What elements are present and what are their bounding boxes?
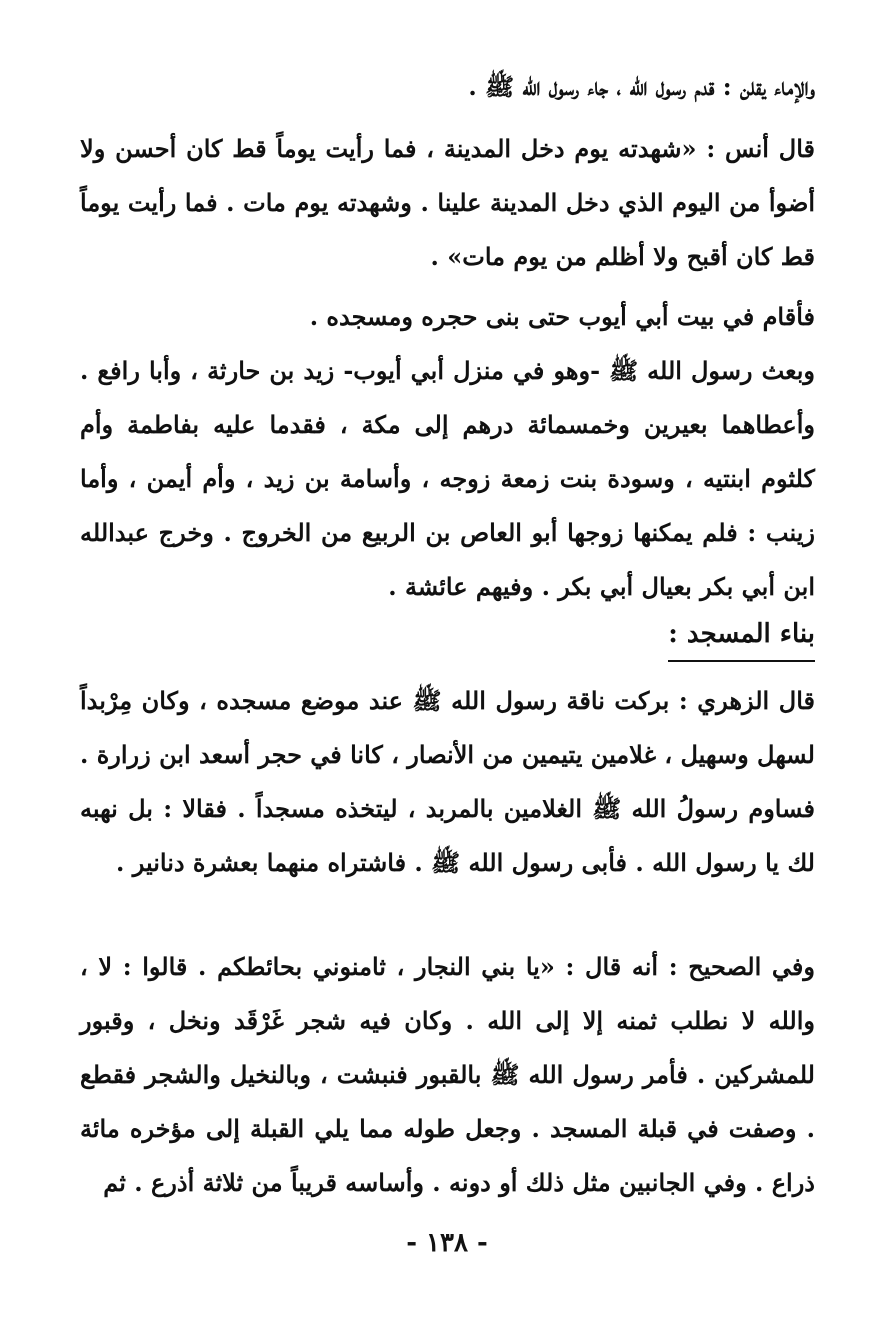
paragraph-5 <box>80 674 815 890</box>
paragraph-2 <box>80 122 815 284</box>
paragraph-4 <box>80 344 815 614</box>
paragraph-3-text: فأقام في بيت أبي أيوب حتى بنى حجره ومسجده . <box>309 302 815 331</box>
paragraph-5-text: قال الزهري : بركت ناقة رسول الله ﷺ عند موضع مسجده ، وكان مِرْبداً لسهل وسهيل ، غلامين يتيمين من الأنصار ، كانا في حجر أسعد ابن زرارة . فساوم رسولُ الله ﷺ الغلامين بالمربد ، ليتخذه مسجداً . فقالا : بل نهبه لك يا رسول الله . فأبى رسول الله ﷺ . فاشتراه منهما بعشرة دنانير . <box>80 686 815 877</box>
paragraph-4-text: وبعث رسول الله ﷺ -وهو في منزل أبي أيوب- زيد بن حارثة ، وأبا رافع . وأعطاهما بعيرين وخمسمائة درهم إلى مكة ، فقدما عليه بفاطمة وأم كلثوم ابنتيه ، وسودة بنت زمعة زوجه ، وأسامة بن زيد ، وأم أيمن ، وأما زينب : فلم يمكنها زوجها أبو العاص بن الربيع من الخروج . وخرج عبدالله ابن أبي بكر بعيال أبي بكر . وفيهم عائشة . <box>80 356 815 601</box>
paragraph-6 <box>80 940 815 1210</box>
page-number: - ١٣٨ - <box>406 1228 488 1258</box>
paragraph-1 <box>80 60 815 114</box>
section-heading: بناء المسجد : <box>668 610 815 662</box>
paragraph-6-text: وفي الصحيح : أنه قال : «يا بني النجار ، ثامنوني بحائطكم . قالوا : لا ، والله لا نطلب ثمنه إلا إلى الله . وكان فيه شجر غَرْقَد ونخل ، وقبور للمشركين . فأمر رسول الله ﷺ بالقبور فنبشت ، وبالنخيل والشجر فقطع . وصفت في قبلة المسجد . وجعل طوله مما يلي القبلة إلى مؤخره مائة ذراع . وفي الجانبين مثل ذلك أو دونه . وأساسه قريباً من ثلاثة أذرع . ثم <box>80 952 815 1197</box>
paragraph-2-text: قال أنس : «شهدته يوم دخل المدينة ، فما رأيت يوماً قط كان أحسن ولا أضوأ من اليوم الذي دخل المدينة علينا . وشهدته يوم مات . فما رأيت يوماً قط كان أقبح ولا أظلم من يوم مات» . <box>80 134 815 271</box>
paragraph-3 <box>80 290 815 344</box>
paragraph-1-text: والإماء يقلن : قدم رسول الله ، جاء رسول الله ﷺ . <box>468 72 815 101</box>
